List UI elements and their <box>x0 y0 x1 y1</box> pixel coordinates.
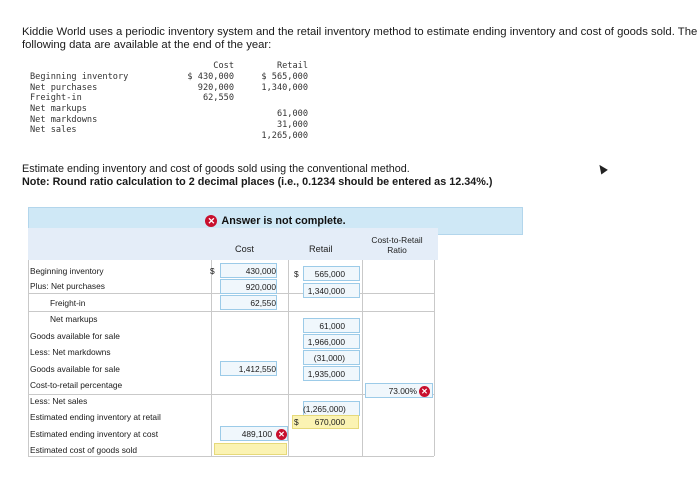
grid-line <box>211 260 212 456</box>
cost-value: 1,412,550 <box>238 364 276 374</box>
retail-value: (31,000) <box>313 353 345 363</box>
retail-value: 670,000 <box>314 417 345 427</box>
grid-line <box>28 311 434 312</box>
given-row-label: Freight-in <box>30 93 82 103</box>
given-row-retail: 1,265,000 <box>261 131 308 141</box>
row-label: Freight-in <box>50 298 86 308</box>
given-row-cost: 62,550 <box>202 93 234 103</box>
row-label: Less: Net sales <box>30 396 88 406</box>
instructions <box>22 163 492 188</box>
dollar-sign: $ <box>294 269 299 279</box>
answer-status-text: Answer is not complete. <box>221 215 346 227</box>
cost-value: 430,000 <box>245 266 276 276</box>
row-label: Cost-to-retail percentage <box>30 380 123 390</box>
given-row-label: Net sales <box>30 125 77 135</box>
grid-line <box>434 260 435 456</box>
given-row-label: Net markups <box>30 104 87 114</box>
x-circle-icon: ✕ <box>419 386 430 397</box>
retail-value: 61,000 <box>319 321 345 331</box>
row-label: Net markups <box>50 314 98 324</box>
x-circle-icon: ✕ <box>205 215 217 227</box>
row-label: Less: Net markdowns <box>30 347 111 357</box>
dollar-sign: $ <box>210 266 215 276</box>
grid-line <box>28 260 29 456</box>
given-row-cost: 920,000 <box>197 82 234 93</box>
column-header-retail: Retail <box>309 244 333 254</box>
ratio-value: 73.00% <box>388 386 417 396</box>
given-cost-header: Cost <box>213 61 234 71</box>
cost-value: 489,100 <box>241 429 272 439</box>
given-row-retail: 1,340,000 <box>261 82 308 93</box>
row-label: Goods available for sale <box>30 364 120 374</box>
grid-line <box>362 260 363 456</box>
row-label: Beginning inventory <box>30 266 104 276</box>
retail-value: 1,966,000 <box>307 337 345 347</box>
given-row-retail: 61,000 <box>276 109 308 119</box>
cost-input[interactable] <box>214 443 287 455</box>
row-label: Estimated ending inventory at retail <box>30 412 161 422</box>
given-row-retail: 31,000 <box>276 120 308 130</box>
row-label: Estimated cost of goods sold <box>30 445 138 455</box>
retail-value: 1,935,000 <box>307 369 345 379</box>
column-header-ratio: Cost-to-Retail Ratio <box>371 235 423 255</box>
given-row-label: Beginning inventory <box>30 72 129 82</box>
retail-value: (1,265,000) <box>303 404 346 414</box>
instruction-line: Estimate ending inventory and cost of goods sold using the conventional method. <box>22 163 410 175</box>
cost-value: 62,550 <box>250 298 276 308</box>
given-retail-header: Retail <box>276 61 308 71</box>
problem-intro: Kiddie World uses a periodic inventory system and the retail inventory method to estimate ending inventory and cost of goods sold. The following data are available at the end of the year: <box>22 26 698 51</box>
row-label: Estimated ending inventory at cost <box>30 429 159 439</box>
given-row-cost: $ 430,000 <box>187 72 234 82</box>
grid-line <box>28 456 434 457</box>
answer-table <box>28 228 438 462</box>
given-row-label: Net markdowns <box>30 114 98 125</box>
mouse-cursor-icon <box>596 163 608 175</box>
x-circle-icon: ✕ <box>276 429 287 440</box>
column-header-cost: Cost <box>235 244 254 254</box>
retail-value: 565,000 <box>314 269 345 279</box>
row-label: Goods available for sale <box>30 331 120 341</box>
rounding-note: Note: Round ratio calculation to 2 decimal places (i.e., 0.1234 should be entered as 12.34%.) <box>22 175 493 188</box>
given-row-retail: $ 565,000 <box>261 72 308 82</box>
dollar-sign: $ <box>294 417 299 427</box>
retail-value: 1,340,000 <box>307 286 345 296</box>
grid-line <box>288 260 289 456</box>
given-row-label: Net purchases <box>30 82 98 93</box>
row-label: Plus: Net purchases <box>30 281 105 291</box>
cost-value: 920,000 <box>245 282 276 292</box>
